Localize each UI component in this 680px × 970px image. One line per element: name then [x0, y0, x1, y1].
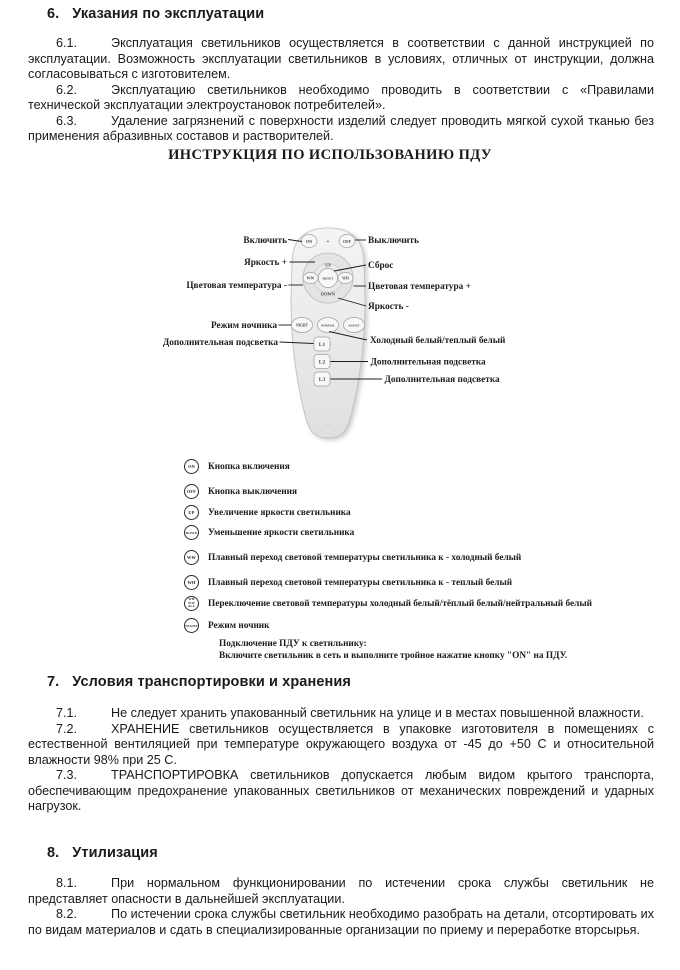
- legend-row-wh-ww-all: [184, 596, 592, 611]
- note-line-2: Включите светильник в сеть и выполните тройное нажатие кнопку "ON" на ПДУ.: [219, 650, 568, 661]
- legend-text: Плавный переход световой температуры светильника к - теплый белый: [208, 577, 513, 588]
- pdu-connection-note: [219, 639, 567, 662]
- legend-text: Уменьшение яркости светильника: [208, 527, 355, 538]
- remote-up-button-label: UP: [325, 262, 331, 268]
- pdu-instruction-title: ИНСТРУКЦИЯ ПО ИСПОЛЬЗОВАНИЮ ПДУ: [168, 147, 492, 163]
- section-number: 6.: [47, 6, 60, 22]
- label-cold-warm-white: Холодный белый/теплый белый: [370, 336, 506, 346]
- paragraph-7-2: [28, 722, 654, 769]
- label-color-temp-plus: Цветовая температура +: [368, 282, 471, 292]
- paragraph-7-3: [28, 768, 654, 815]
- remote-l1-button-label: L1: [318, 342, 326, 348]
- paragraph-text: При нормальном функционировании по истечении срока службы светильник не представляет опасности в дальнейшей эксплуатации.: [28, 876, 654, 906]
- remote-l3-button-label: L3: [318, 377, 326, 383]
- section-title: Указания по эксплуатации: [72, 6, 265, 22]
- paragraph-number: 7.3.: [56, 768, 78, 782]
- remote-ww-button-label: WW: [306, 276, 315, 281]
- section-8-body: [28, 876, 654, 938]
- legend-row-wh: [184, 575, 512, 590]
- section-7-body: [28, 706, 654, 815]
- legend-row-up: [184, 505, 351, 520]
- legend-row-ww: [184, 550, 521, 565]
- paragraph-number: 6.2.: [56, 82, 78, 97]
- legend-text: Режим ночник: [208, 620, 270, 631]
- paragraph-6-3: [28, 114, 654, 145]
- section-6-heading: [47, 6, 264, 22]
- section-number: 8.: [47, 845, 60, 861]
- legend-text: Кнопка выключения: [208, 486, 298, 497]
- paragraph-6-2: [28, 83, 654, 114]
- paragraph-text: ТРАНСПОРТИРОВКА светильников допускается любым видом крытого транспорта, обеспечивающим предохранение упакованных светильников от механических повреждений и ударных нагрузок.: [28, 768, 654, 813]
- off-button-icon: OFF: [184, 484, 199, 499]
- remote-l2-button-label: L2: [318, 359, 326, 366]
- paragraph-number: 8.1.: [56, 876, 78, 890]
- remote-assist-button-label: ASSIST: [348, 323, 360, 328]
- legend-text: Увеличение яркости светильника: [208, 507, 351, 518]
- label-extra-light-l3: Дополнительная подсветка: [384, 375, 500, 385]
- icon-line: WH: [188, 597, 195, 602]
- label-extra-light-l1: Дополнительная подсветка: [162, 338, 278, 348]
- section-title: Условия транспортировки и хранения: [72, 674, 351, 690]
- label-off: Выключить: [368, 236, 419, 246]
- section-title: Утилизация: [72, 845, 158, 861]
- up-button-icon: UP: [184, 505, 199, 520]
- section-number: 7.: [47, 674, 60, 690]
- paragraph-text: Удаление загрязнений с поверхности изделий следует проводить мягкой сухой тканью без применения абразивных составов и растворителей.: [28, 113, 654, 143]
- legend-row-off: [184, 484, 297, 499]
- paragraph-7-1: [28, 706, 654, 722]
- section-6-body: [28, 36, 654, 145]
- remote-off-button-label: OFF: [342, 238, 352, 244]
- paragraph-text: Эксплуатация светильников осуществляется в соответствии с данной инструкцией по эксплуатации. Возможность эксплуатации светильников в условиях, отличных от инструкции, должна согласовываться с изготовителем.: [28, 36, 654, 81]
- legend-row-down: [184, 525, 354, 540]
- note-line-1: Подключение ПДУ к светильнику:: [219, 639, 367, 649]
- remote-down-button-label: DOWN: [320, 291, 336, 297]
- label-brightness-plus: Яркость +: [244, 258, 287, 268]
- paragraph-8-2: [28, 907, 654, 938]
- legend-row-on: [184, 459, 290, 474]
- remote-normal-button-label: NORMAL: [320, 323, 336, 328]
- paragraph-number: 6.3.: [56, 113, 78, 128]
- icon-line: ALL: [187, 604, 196, 609]
- down-button-icon: DOWN: [184, 525, 199, 540]
- section-7-heading: [47, 674, 351, 690]
- legend-row-night: [184, 618, 270, 633]
- legend-text: Плавный переход световой температуры светильника к - холодный белый: [208, 552, 522, 563]
- paragraph-number: 8.2.: [56, 907, 78, 921]
- button-legend: [184, 458, 664, 640]
- paragraph-text: Эксплуатацию светильников необходимо проводить в соответствии с «Правилами технической эксплуатации электроустановок потребителей».: [28, 82, 654, 112]
- remote-night-button-label: NIGHT: [296, 323, 308, 328]
- legend-text: Кнопка включения: [208, 461, 290, 472]
- remote-control-diagram: [0, 225, 680, 460]
- paragraph-number: 6.1.: [56, 36, 78, 50]
- paragraph-text: ХРАНЕНИЕ светильников осуществляется в упаковке изготовителя в помещениях с естественной вентиляцией при температуре окружающего воздуха от -45 до +50 С и относительной влажности 98% при 25 С.: [28, 721, 654, 767]
- wh-ww-all-button-icon: [184, 596, 199, 611]
- section-8-heading: [47, 845, 158, 861]
- remote-wh-button-label: WH: [342, 276, 349, 281]
- remote-bottom-dot: [327, 424, 330, 427]
- label-reset: Сброс: [368, 261, 394, 271]
- wh-button-icon: WH: [184, 575, 199, 590]
- paragraph-number: 7.2.: [56, 721, 78, 736]
- paragraph-number: 7.1.: [56, 706, 78, 720]
- remote-reset-button-label: RESET: [322, 276, 334, 281]
- paragraph-text: Не следует хранить упакованный светильник на улице и в местах повышенной влажности.: [111, 706, 644, 720]
- on-button-icon: ON: [184, 459, 199, 474]
- label-on: Включить: [243, 236, 287, 246]
- label-brightness-minus: Яркость -: [368, 302, 409, 312]
- paragraph-text: По истечении срока службы светильник необходимо разобрать на детали, отсортировать их по видам материалов и сдать в специализированные организации по приему и переработке вторсырья.: [28, 907, 654, 937]
- icon-line: WW: [188, 600, 195, 605]
- label-extra-light-l2: Дополнительная подсветка: [370, 357, 486, 368]
- legend-text: Переключение световой температуры холодный белый/тёплый белый/нейтральный белый: [208, 598, 592, 609]
- night-button-icon: NIGHT: [184, 618, 199, 633]
- remote-plus-mark: +: [326, 239, 330, 245]
- remote-on-button-label: ON: [305, 238, 313, 244]
- paragraph-8-1: [28, 876, 654, 907]
- paragraph-6-1: [28, 36, 654, 83]
- ww-button-icon: WW: [184, 550, 199, 565]
- label-night-mode: Режим ночника: [210, 321, 277, 331]
- label-color-temp-minus: Цветовая температура -: [186, 281, 287, 291]
